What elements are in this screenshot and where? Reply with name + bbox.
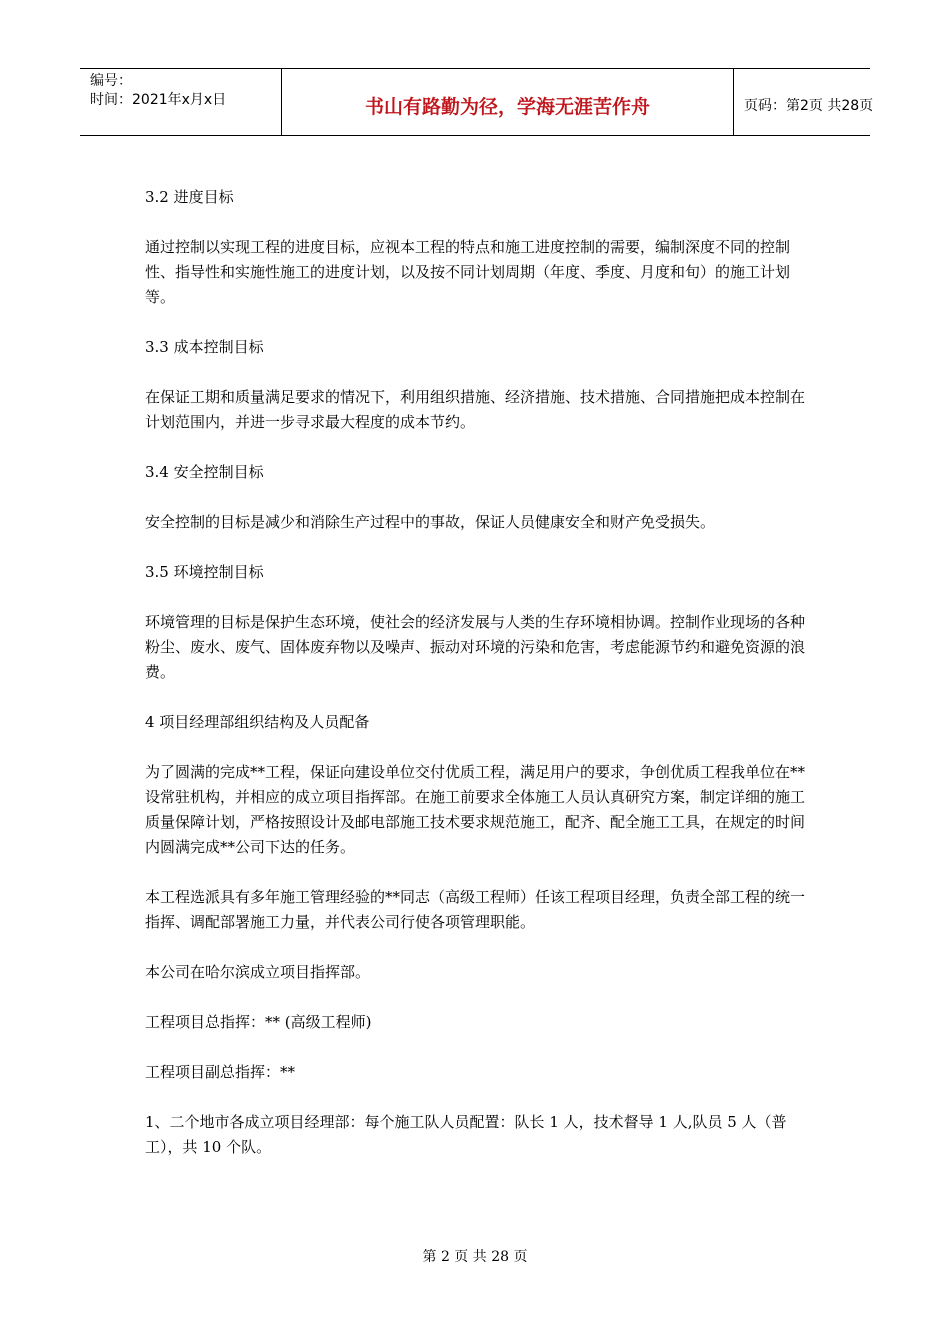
header-time-label: 时间：2021年x月x日 <box>90 92 227 108</box>
paragraph-headquarters: 本公司在哈尔滨成立项目指挥部。 <box>145 963 371 981</box>
document-body <box>145 185 810 1185</box>
paragraph-chief-commander: 工程项目总指挥：** (高级工程师) <box>145 1013 372 1031</box>
section-heading-4: 4 项目经理部组织结构及人员配备 <box>145 713 370 731</box>
paragraph-project-organization: 为了圆满的完成**工程，保证向建设单位交付优质工程，满足用户的要求，争创优质工程我单位在**设常驻机构，并相应的成立项目指挥部。在施工前要求全体施工人员认真研究方案，制定详细的施工质量保障计划，严格按照设计及邮电部施工技术要求规范施工，配齐、配全施工工具，在规定的时间内圆满完成**公司下达的任务。 <box>145 763 806 856</box>
paragraph-environment-control: 环境管理的目标是保护生态环境，使社会的经济发展与人类的生存环境相协调。控制作业现场的各种粉尘、废水、废气、固体废弃物以及噪声、振动对环境的污染和危害，考虑能源节约和避免资源的浪费。 <box>145 613 806 681</box>
paragraph-progress-target: 通过控制以实现工程的进度目标，应视本工程的特点和施工进度控制的需要，编制深度不同的控制性、指导性和实施性施工的进度计划，以及按不同计划周期（年度、季度、月度和旬）的施工计划等。 <box>145 238 791 306</box>
section-heading-3-2: 3.2 进度目标 <box>145 188 234 206</box>
document-header <box>80 68 874 136</box>
header-motto: 书山有路勤为径，学海无涯苦作舟 <box>282 69 734 135</box>
header-meta <box>80 69 282 135</box>
paragraph-cost-control: 在保证工期和质量满足要求的情况下，利用组织措施、经济措施、技术措施、合同措施把成本控制在计划范围内，并进一步寻求最大程度的成本节约。 <box>145 388 806 431</box>
page-footer: 第 2 页 共 28 页 <box>422 1249 528 1265</box>
header-page-info: 页码：第2页 共28页 <box>744 98 874 114</box>
paragraph-project-manager: 本工程选派具有多年施工管理经验的**同志（高级工程师）任该工程项目经理，负责全部工程的统一指挥、调配部署施工力量，并代表公司行使各项管理职能。 <box>145 888 806 931</box>
paragraph-deputy-commander: 工程项目副总指挥：** <box>145 1063 296 1081</box>
paragraph-team-staffing: 1、二个地市各成立项目经理部：每个施工队人员配置：队长 1 人，技术督导 1 人,队员 5 人（普工），共 10 个队。 <box>145 1113 787 1156</box>
section-heading-3-5: 3.5 环境控制目标 <box>145 563 264 581</box>
paragraph-safety-control: 安全控制的目标是减少和消除生产过程中的事故，保证人员健康安全和财产免受损失。 <box>145 513 716 531</box>
section-heading-3-4: 3.4 安全控制目标 <box>145 463 264 481</box>
section-heading-3-3: 3.3 成本控制目标 <box>145 338 264 356</box>
header-number-label: 编号： <box>90 73 132 89</box>
